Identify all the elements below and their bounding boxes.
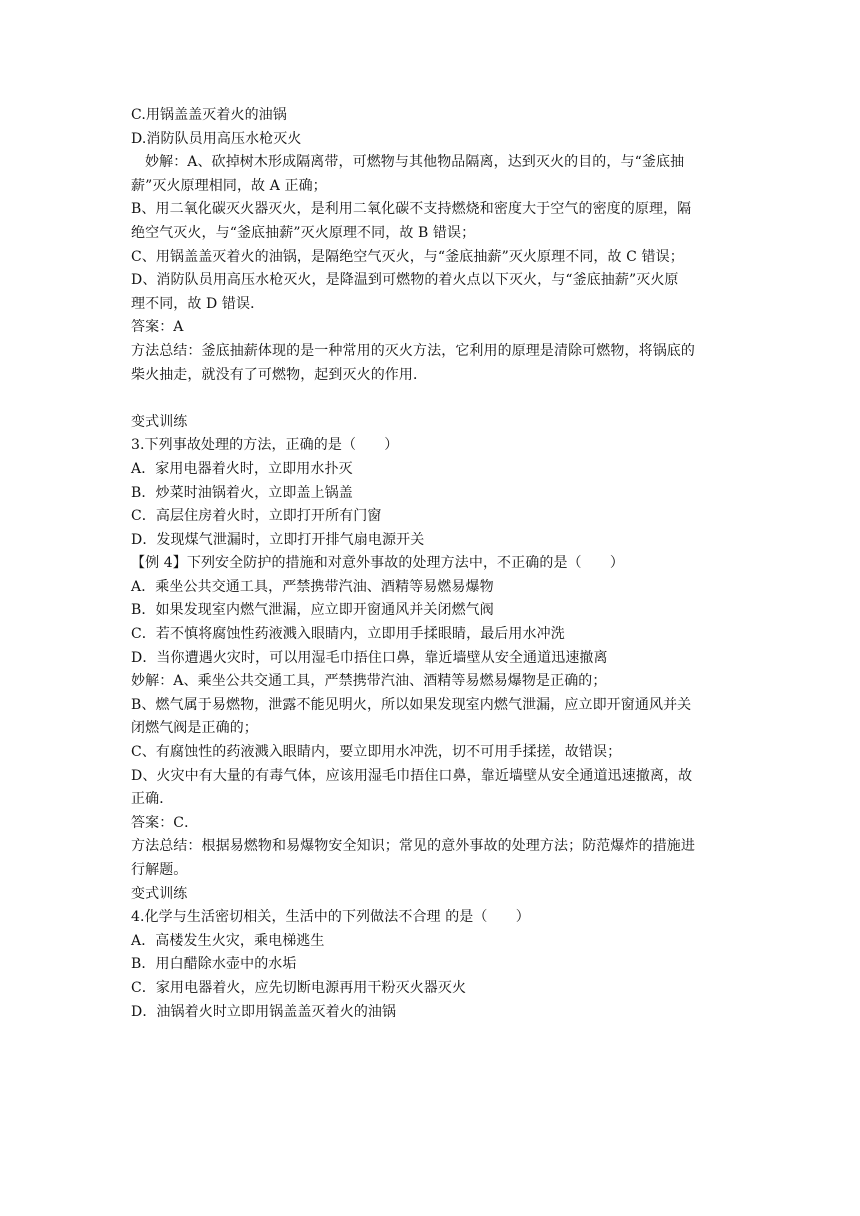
solution-line: 正确． — [131, 791, 174, 808]
section-heading: 变式训练 — [131, 413, 188, 430]
blank-line — [131, 387, 731, 411]
option-line: C．高层住房着火时，立即打开所有门窗 — [131, 508, 382, 525]
example-question-line: 【例 4】下列安全防护的措施和对意外事故的处理方法中，不正确的是（ ） — [131, 555, 624, 572]
option-line: C．家用电器着火，应先切断电源再用干粉灭火器灭火 — [131, 979, 467, 996]
answer-line: 答案：A — [131, 319, 184, 336]
section-heading: 变式训练 — [131, 885, 188, 902]
option-line: D．油锅着火时立即用锅盖盖灭着火的油锅 — [131, 1003, 397, 1020]
document-page — [131, 104, 731, 1024]
answer-line: 答案：C． — [131, 814, 199, 831]
option-line: B．炒菜时油锅着火，立即盖上锅盖 — [131, 484, 353, 501]
option-line: A．高楼发生火灾，乘电梯逃生 — [131, 932, 325, 949]
method-summary-line: 柴火抽走，就没有了可燃物，起到灭火的作用． — [131, 366, 428, 383]
solution-line: C、用锅盖盖灭着火的油锅，是隔绝空气灭火，与“釜底抽薪”灭火原理不同，故 C 错误； — [131, 248, 684, 265]
question-line: 4.化学与生活密切相关，生活中的下列做法不合理 的是（ ） — [131, 909, 530, 926]
solution-line: 闭燃气阀是正确的； — [131, 720, 258, 737]
solution-line: B、用二氧化碳灭火器灭火，是利用二氧化碳不支持燃烧和密度大于空气的密度的原理，隔 — [131, 201, 692, 218]
solution-line: 理不同，故 D 错误． — [131, 295, 265, 312]
option-line: D．当你遭遇火灾时，可以用湿毛巾捂住口鼻，靠近墙壁从安全通道迅速撤离 — [131, 649, 608, 666]
option-line: B．用白醋除水壶中的水垢 — [131, 956, 297, 973]
solution-line: 薪”灭火原理相同，故 A 正确； — [131, 177, 327, 194]
question-line: 3.下列事故处理的方法，正确的是（ ） — [131, 437, 399, 454]
solution-line: D、火灾中有大量的有毒气体，应该用湿毛巾捂住口鼻，靠近墙壁从安全通道迅速撤离，故 — [131, 767, 693, 784]
solution-line: 绝空气灭火，与“釜底抽薪”灭火原理不同，故 B 错误； — [131, 224, 476, 241]
method-summary-line: 方法总结：釜底抽薪体现的是一种常用的灭火方法，它利用的原理是清除可燃物，将锅底的 — [131, 342, 695, 359]
option-line: C．若不慎将腐蚀性药液溅入眼睛内，立即用手揉眼睛，最后用水冲洗 — [131, 626, 565, 643]
solution-line: B、燃气属于易燃物，泄露不能见明火，所以如果发现室内燃气泄漏，应立即开窗通风并关 — [131, 696, 692, 713]
method-summary-line: 行解题。 — [131, 862, 188, 878]
option-line: D．发现煤气泄漏时，立即打开排气扇电源开关 — [131, 531, 425, 548]
method-summary-line: 方法总结：根据易燃物和易爆物安全知识；常见的意外事故的处理方法；防范爆炸的措施进 — [131, 838, 695, 855]
solution-line: 妙解：A、乘坐公共交通工具，严禁携带汽油、酒精等易燃易爆物是正确的； — [131, 673, 607, 690]
option-line: A．乘坐公共交通工具，严禁携带汽油、酒精等易燃易爆物 — [131, 578, 494, 595]
option-line: A．家用电器着火时，立即用水扑灭 — [131, 460, 353, 477]
option-c-line: C.用锅盖盖灭着火的油锅 — [131, 107, 287, 123]
option-line: B．如果发现室内燃气泄漏，应立即开窗通风并关闭燃气阀 — [131, 602, 494, 619]
solution-line: C、有腐蚀性的药液溅入眼睛内，要立即用水冲洗，切不可用手揉搓，故错误； — [131, 744, 622, 761]
solution-line: D、消防队员用高压水枪灭火，是降温到可燃物的着火点以下灭火，与“釜底抽薪”灭火原 — [131, 272, 679, 289]
solution-line: 妙解：A、砍掉树木形成隔离带，可燃物与其他物品隔离，达到灭火的目的，与“釜底抽 — [145, 154, 685, 171]
option-d-line: D.消防队员用高压水枪灭火 — [131, 130, 302, 147]
